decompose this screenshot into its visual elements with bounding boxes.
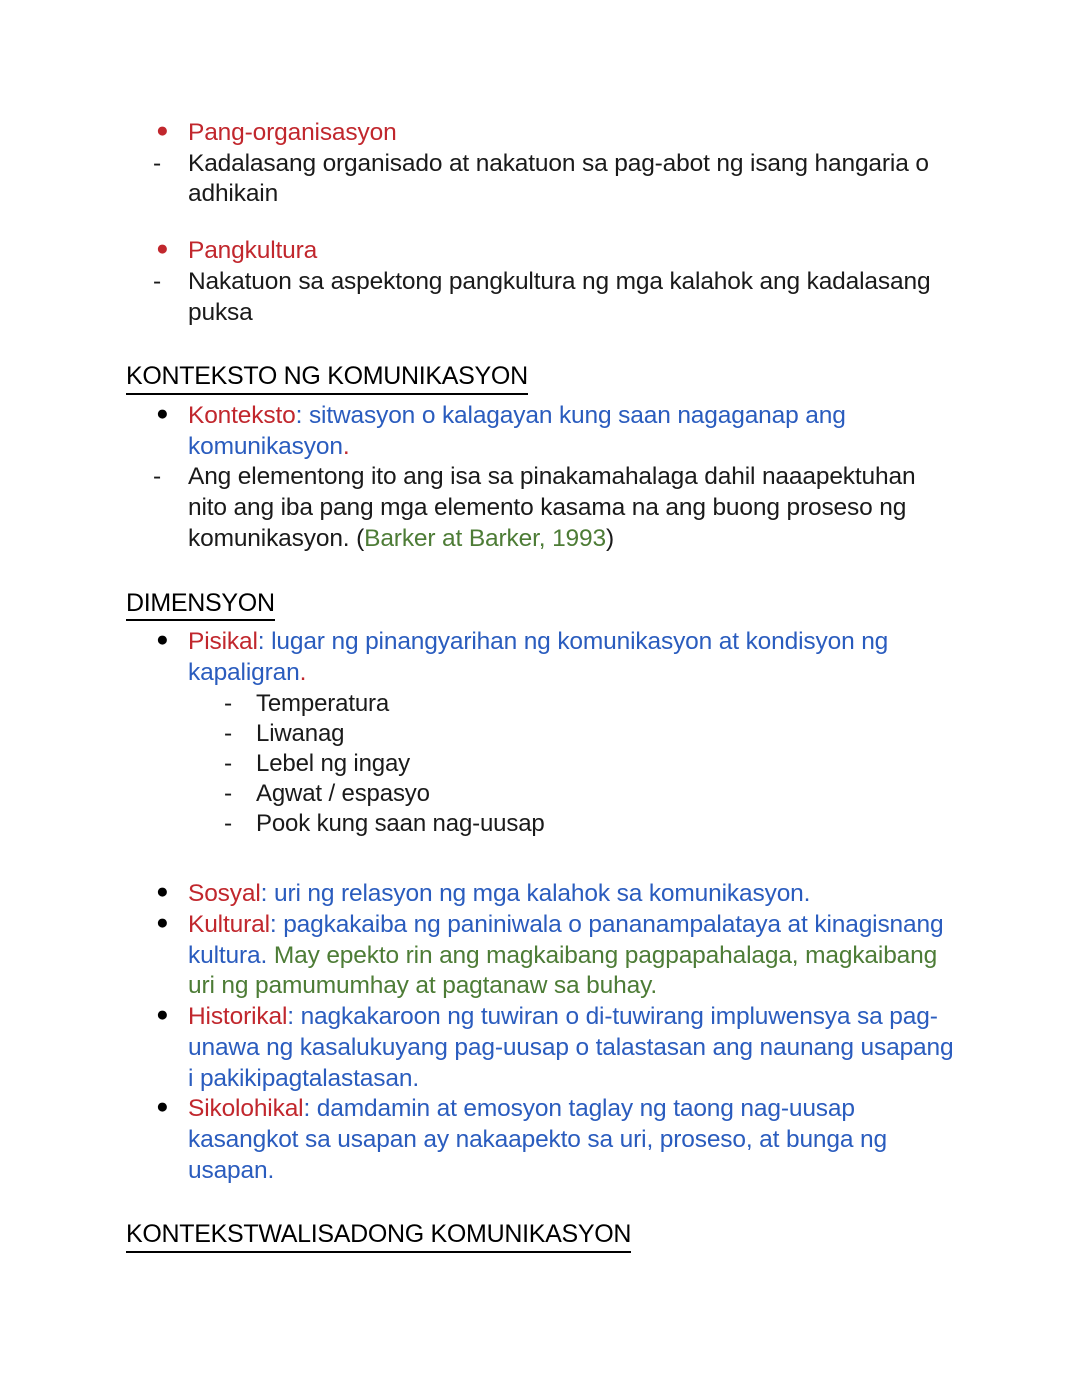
bullet-icon: ● <box>156 628 169 652</box>
sub-item-label: Lebel ng ingay <box>256 749 411 777</box>
citation-barker: Barker at Barker, 1993 <box>364 524 606 552</box>
definition-pisikal: lugar ng pinangyarihan ng komunikasyon at kondisyon ng kapaligran <box>188 628 889 686</box>
definition-sosyal: uri ng relasyon ng mga kalahok sa komunikasyon <box>267 880 804 908</box>
sub-list-item <box>126 779 956 809</box>
list-item-konteksto-detail <box>126 462 956 554</box>
spacer <box>126 555 956 589</box>
bullet-icon: ● <box>156 237 169 261</box>
document-content <box>126 118 956 1259</box>
list-item-pisikal <box>126 627 956 688</box>
dash-icon: - <box>153 463 162 491</box>
spacer <box>126 328 956 362</box>
sub-item-label: Temperatura <box>256 689 390 717</box>
colon: : <box>303 1095 311 1123</box>
bullet-icon: ● <box>156 401 169 425</box>
term-kultural: Kultural <box>188 910 270 938</box>
period: . <box>803 880 811 908</box>
sub-list-item <box>126 689 956 719</box>
sub-item-label: Liwanag <box>256 719 345 747</box>
text-pangkultura-detail: Nakatuon sa aspektong pangkultura ng mga kalahok ang kadalasang puksa <box>188 267 931 326</box>
colon: : <box>260 880 268 908</box>
period: . <box>412 1064 419 1092</box>
list-item-pangkultura-detail <box>126 267 956 328</box>
dash-icon: - <box>224 689 233 717</box>
sub-item-label: Agwat / espasyo <box>256 779 430 807</box>
term-pisikal: Pisikal <box>188 628 258 656</box>
definition-historikal: nagkakaroon ng tuwiran o di-tuwirang impluwensya sa pag-unawa ng kasalukuyang pag-uusap o talastasan ang naunang usapang i pakikipagtalastasan <box>188 1003 954 1092</box>
spacer <box>126 839 956 879</box>
bullet-icon: ● <box>156 1003 169 1027</box>
term-pangkultura: Pangkultura <box>188 237 318 265</box>
definition-kultural-green: May epekto rin ang magkaibang pagpapahalaga, magkaibang uri ng pamumumhay at pagtanaw sa buhay <box>188 941 938 1000</box>
section-heading-konteksto: KONTEKSTO NG KOMUNIKASYON <box>126 362 528 395</box>
list-item-sikolohikal <box>126 1094 956 1186</box>
definition-konteksto: sitwasyon o kalagayan kung saan nagaganap ang komunikasyon <box>188 401 846 460</box>
term-historikal: Historikal <box>188 1003 288 1031</box>
list-item-pangkultura <box>126 236 956 267</box>
list-item-historikal <box>126 1002 956 1094</box>
period: . <box>342 432 350 460</box>
dash-icon: - <box>153 149 162 177</box>
list-item-konteksto <box>126 401 956 462</box>
colon: : <box>269 910 277 938</box>
definition-kultural-blue: pagkakaiba ng paniniwala o pananampalataya at kinagisnang kultura <box>188 910 944 969</box>
term-pang-organisasyon: Pang-organisasyon <box>188 119 397 146</box>
sub-list-item <box>126 719 956 749</box>
dash-icon: - <box>224 749 233 777</box>
section-heading-dimensyon-row <box>126 589 956 622</box>
bullet-icon: ● <box>156 880 169 904</box>
dash-icon: - <box>224 779 233 807</box>
colon: : <box>295 401 303 429</box>
dash-icon: - <box>224 809 233 837</box>
list-item-kultural <box>126 910 956 1002</box>
bullet-icon: ● <box>156 119 169 142</box>
period: . <box>260 941 268 969</box>
closing-paren: ) <box>605 524 614 552</box>
dash-icon: - <box>224 719 233 747</box>
bullet-icon: ● <box>156 1095 169 1119</box>
period: . <box>299 658 307 686</box>
list-item-sosyal <box>126 879 956 910</box>
text-konteksto-detail: Ang elementong ito ang isa sa pinakamahalaga dahil naaapektuhan nito ang iba pang mga elemento kasama na ang buong proseso ng komunikasyon. ( <box>188 463 916 552</box>
colon: : <box>287 1003 294 1031</box>
sub-list-item <box>126 809 956 839</box>
section-heading-kontekstwalisadong: KONTEKSTWALISADONG KOMUNIKASYON <box>126 1220 631 1253</box>
period: . <box>650 972 658 1000</box>
definition-sikolohikal: damdamin at emosyon taglay ng taong nag-uusap kasangkot sa usapan ay nakaapekto sa uri, proseso, at bunga ng usapan <box>188 1095 887 1184</box>
text-pang-organisasyon-detail: Kadalasang organisado at nakatuon sa pag-abot ng isang hangaria o adhikain <box>188 149 929 208</box>
section-heading-dimensyon: DIMENSYON <box>126 589 275 622</box>
sub-list-item <box>126 749 956 779</box>
colon: : <box>257 628 265 656</box>
spacer <box>126 1186 956 1220</box>
section-heading-kontekstwalisadong-row <box>126 1220 956 1253</box>
dash-icon: - <box>153 267 162 295</box>
term-konteksto: Konteksto <box>188 401 296 429</box>
spacer <box>126 210 956 236</box>
section-heading-konteksto-row <box>126 362 956 395</box>
bullet-icon: ● <box>156 910 169 934</box>
list-item-pang-organisasyon <box>126 118 956 149</box>
period: . <box>267 1156 275 1184</box>
term-sikolohikal: Sikolohikal <box>188 1095 304 1123</box>
term-sosyal: Sosyal <box>188 880 261 908</box>
sub-item-label: Pook kung saan nag-uusap <box>256 809 545 837</box>
list-item-pang-organisasyon-detail <box>126 149 956 210</box>
